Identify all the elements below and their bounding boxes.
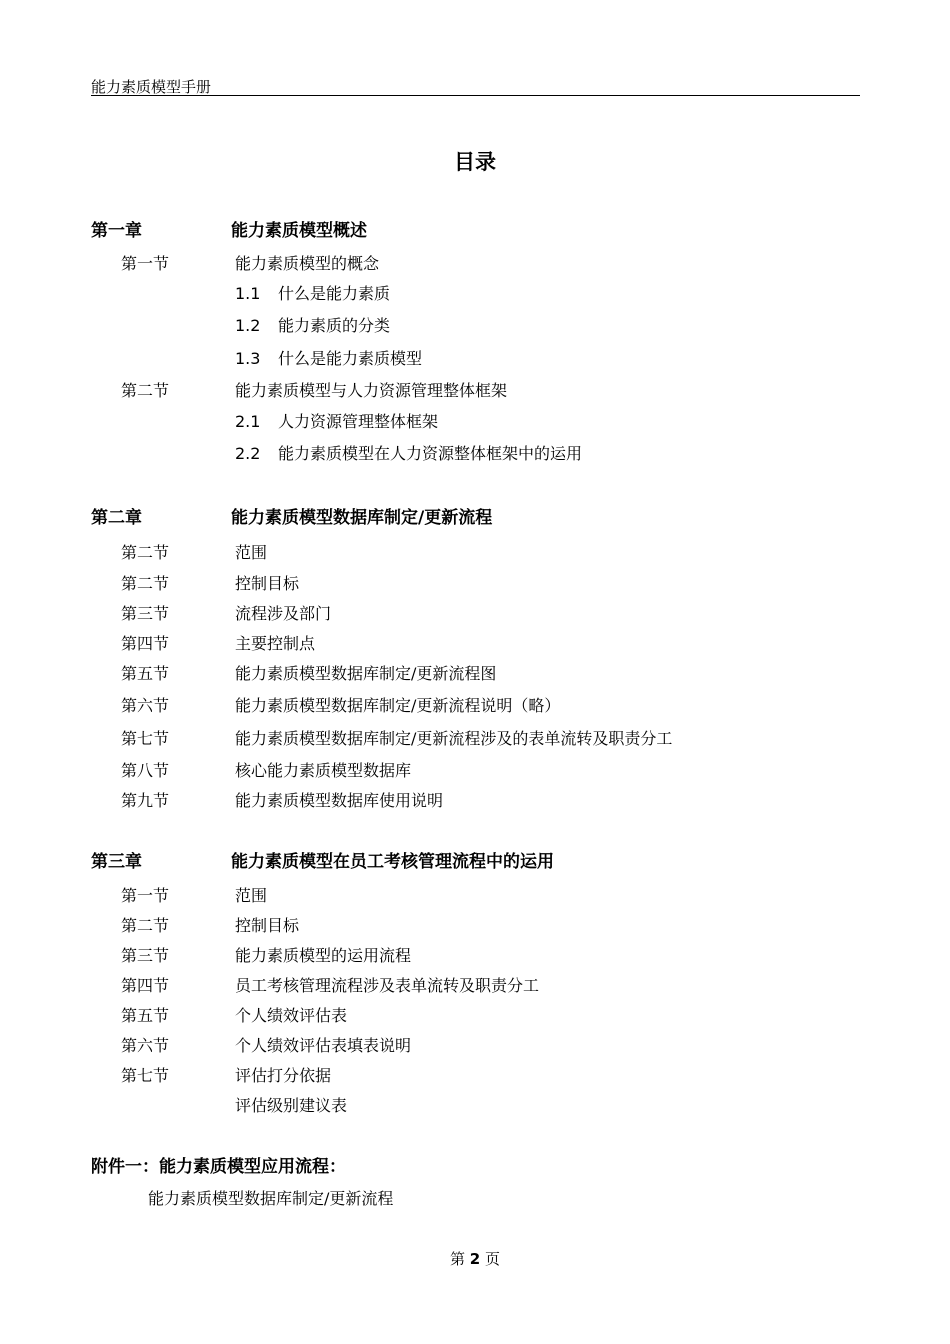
section-label: 第三节	[121, 604, 170, 623]
running-header: 能力素质模型手册	[91, 78, 212, 96]
section-title: 核心能力素质模型数据库	[235, 761, 412, 780]
section-label: 第五节	[121, 664, 170, 683]
subsection-number: 1.3	[235, 349, 261, 368]
subsection-number: 2.1	[235, 412, 261, 431]
section-title: 能力素质模型的概念	[235, 254, 380, 273]
section-label: 第一节	[121, 254, 170, 273]
section-label: 第六节	[121, 696, 170, 715]
section-label: 第六节	[121, 1036, 170, 1055]
section-title: 能力素质模型的运用流程	[235, 946, 412, 965]
header-divider	[91, 95, 860, 96]
chapter-title: 能力素质模型数据库制定/更新流程	[231, 508, 493, 528]
section-label: 第三节	[121, 946, 170, 965]
footer-prefix: 第	[449, 1250, 465, 1268]
section-label: 第二节	[121, 574, 170, 593]
section-title: 评估打分依据	[235, 1066, 332, 1085]
section-label: 第七节	[121, 1066, 170, 1085]
section-title: 评估级别建议表	[235, 1096, 348, 1115]
section-label: 第七节	[121, 729, 170, 748]
chapter-title: 能力素质模型概述	[231, 221, 367, 241]
page-title: 目录	[454, 150, 496, 174]
section-title: 个人绩效评估表	[235, 1006, 348, 1025]
section-label: 第八节	[121, 761, 170, 780]
section-title: 控制目标	[235, 574, 300, 593]
subsection-number: 1.2	[235, 316, 261, 335]
section-title: 能力素质模型数据库使用说明	[235, 791, 444, 810]
subsection-title: 人力资源管理整体框架	[278, 412, 439, 431]
section-title: 控制目标	[235, 916, 300, 935]
footer-suffix: 页	[485, 1250, 501, 1268]
chapter-title: 能力素质模型在员工考核管理流程中的运用	[231, 852, 554, 872]
subsection-title: 什么是能力素质模型	[278, 349, 423, 368]
section-title: 能力素质模型与人力资源管理整体框架	[235, 381, 508, 400]
page-number: 2	[469, 1250, 481, 1268]
section-title: 员工考核管理流程涉及表单流转及职责分工	[235, 976, 540, 995]
section-title: 能力素质模型数据库制定/更新流程图	[235, 664, 497, 683]
section-label: 第九节	[121, 791, 170, 810]
section-title: 能力素质模型数据库制定/更新流程涉及的表单流转及职责分工	[235, 729, 673, 748]
chapter-label: 第二章	[91, 508, 142, 528]
section-label: 第二节	[121, 543, 170, 562]
subsection-number: 2.2	[235, 444, 261, 463]
subsection-number: 1.1	[235, 284, 261, 303]
section-label: 第四节	[121, 976, 170, 995]
chapter-label: 第三章	[91, 852, 142, 872]
section-title: 范围	[235, 886, 268, 905]
section-title: 能力素质模型数据库制定/更新流程说明（略）	[235, 696, 561, 715]
section-title: 主要控制点	[235, 634, 316, 653]
section-title: 流程涉及部门	[235, 604, 332, 623]
appendix-item: 能力素质模型数据库制定/更新流程	[148, 1189, 394, 1208]
page-footer	[0, 1248, 950, 1269]
subsection-title: 什么是能力素质	[278, 284, 391, 303]
chapter-label: 第一章	[91, 221, 142, 241]
section-label: 第二节	[121, 381, 170, 400]
section-title: 个人绩效评估表填表说明	[235, 1036, 412, 1055]
subsection-title: 能力素质的分类	[278, 316, 391, 335]
section-label: 第五节	[121, 1006, 170, 1025]
subsection-title: 能力素质模型在人力资源整体框架中的运用	[278, 444, 583, 463]
section-label: 第一节	[121, 886, 170, 905]
section-title: 范围	[235, 543, 268, 562]
section-label: 第二节	[121, 916, 170, 935]
appendix-title: 附件一：能力素质模型应用流程：	[91, 1157, 346, 1177]
section-label: 第四节	[121, 634, 170, 653]
